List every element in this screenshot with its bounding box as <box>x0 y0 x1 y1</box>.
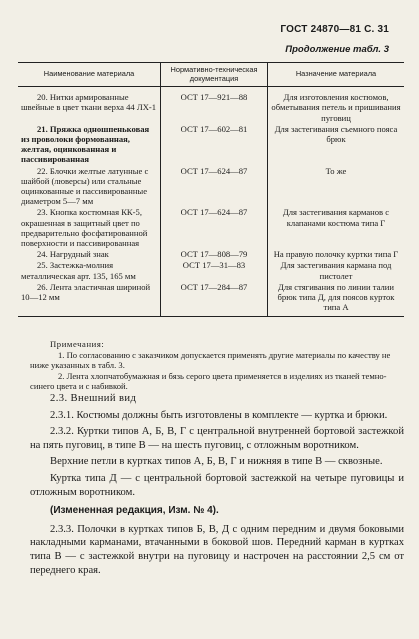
material-name: 25. Застежка-молния металлическая арт. 135, 165 мм <box>21 260 136 281</box>
material-doc: ОСТ 17—921—88 <box>161 87 268 124</box>
amendment-note: (Измененная редакция, Изм. № 4). <box>50 505 219 517</box>
material-doc: ОСТ 17—602—81 <box>161 124 268 166</box>
material-purpose: На правую полочку куртки типа Г <box>268 249 405 260</box>
material-name: 23. Кнопка костюмная КК-5, окрашенная в защитный цвет по предварительно фосфатированной поверхности и пассивированная <box>21 207 148 249</box>
table-row <box>18 282 404 317</box>
notes-title: Примечания: <box>50 339 105 349</box>
paragraph: 2.3.3. Полочки в куртках типов Б, В, Д с одним передним и двумя боковыми накладными карманами, втачанными в боковой шов. Передний карман в куртках типа В — с застежкой внутри на пуговицу и настрочен на расстоянии 2,5 см от переднего края. <box>30 523 404 576</box>
material-doc: ОСТ 17—624—87 <box>161 207 268 249</box>
material-purpose: То же <box>268 166 405 208</box>
table-row <box>18 249 404 260</box>
table-continuation-label: Продолжение табл. 3 <box>285 44 389 55</box>
material-name: 21. Пряжка одношпеньковая из проволоки формованная, желтая, оцинкованная и пассивированная <box>21 123 150 165</box>
col-header-material: Наименование материала <box>18 63 161 87</box>
table-row <box>18 87 404 124</box>
table-header-row <box>18 63 404 87</box>
paragraph: Верхние петли в куртках типов А, Б, В, Г и нижняя в типе В — сквозные. <box>50 456 383 468</box>
material-purpose: Для застегивания кармана под пистолет <box>268 260 405 281</box>
table-row <box>18 124 404 166</box>
notes-block <box>30 339 404 392</box>
note-item: 1. По согласованию с заказчиком допускается применять другие материалы по качеству не ниже указанных в табл. 3. <box>30 349 391 371</box>
material-doc: ОСТ 17—284—87 <box>161 282 268 317</box>
col-header-documentation: Нормативно-техническая документация <box>161 63 268 87</box>
material-name: 20. Нитки армированные швейные в цвет ткани верха 44 ЛХ-1 <box>21 92 157 113</box>
paragraph: 2.3.1. Костюмы должны быть изготовлены в комплекте — куртка и брюки. <box>50 409 388 421</box>
material-purpose: Для стягивания по линии талии брюк типа Д, для поясов курток типа А <box>268 282 405 317</box>
standard-code: ГОСТ 24870—81 С. 31 <box>280 24 389 35</box>
table-row <box>18 260 404 281</box>
note-item: 2. Лента хлопчатобумажная и бязь серого цвета применяется в изделиях из тканей темно-синего цвета и с набивкой. <box>30 370 387 392</box>
material-doc: ОСТ 17—624—87 <box>161 166 268 208</box>
paragraph: Куртка типа Д — с центральной бортовой застежкой на четыре пуговицы и отложным воротником. <box>30 472 404 498</box>
table-row <box>18 207 404 249</box>
section-title: 2.3. Внешний вид <box>50 393 137 404</box>
material-doc: ОСТ 17—808—79 <box>161 249 268 260</box>
material-doc: ОСТ 17—31—83 <box>161 260 268 281</box>
materials-table <box>18 62 404 317</box>
material-name: 22. Блочки желтые латунные с шайбой (люверсы) или стальные оцинкованные и пассивированные диаметром 5—7 мм <box>21 165 149 207</box>
col-header-purpose: Назначение материала <box>268 63 405 87</box>
material-purpose: Для застегивания карманов с клапанами костюма типа Г <box>268 207 405 249</box>
material-purpose: Для изготовления костюмов, обметывания петель и пришивания пуговиц <box>268 87 405 124</box>
material-name: 24. Нагрудный знак <box>37 249 109 260</box>
material-name: 26. Лента эластичная шириной 10—12 мм <box>18 282 161 317</box>
material-purpose: Для застегивания съемного пояса брюк <box>268 124 405 166</box>
body-text <box>30 392 404 580</box>
table-row <box>18 166 404 208</box>
paragraph: 2.3.2. Куртки типов А, Б, В, Г с центральной внутренней бортовой застежкой на пять пуговиц, в типе В — на шесть пуговиц, с отложным воротником. <box>30 426 404 451</box>
